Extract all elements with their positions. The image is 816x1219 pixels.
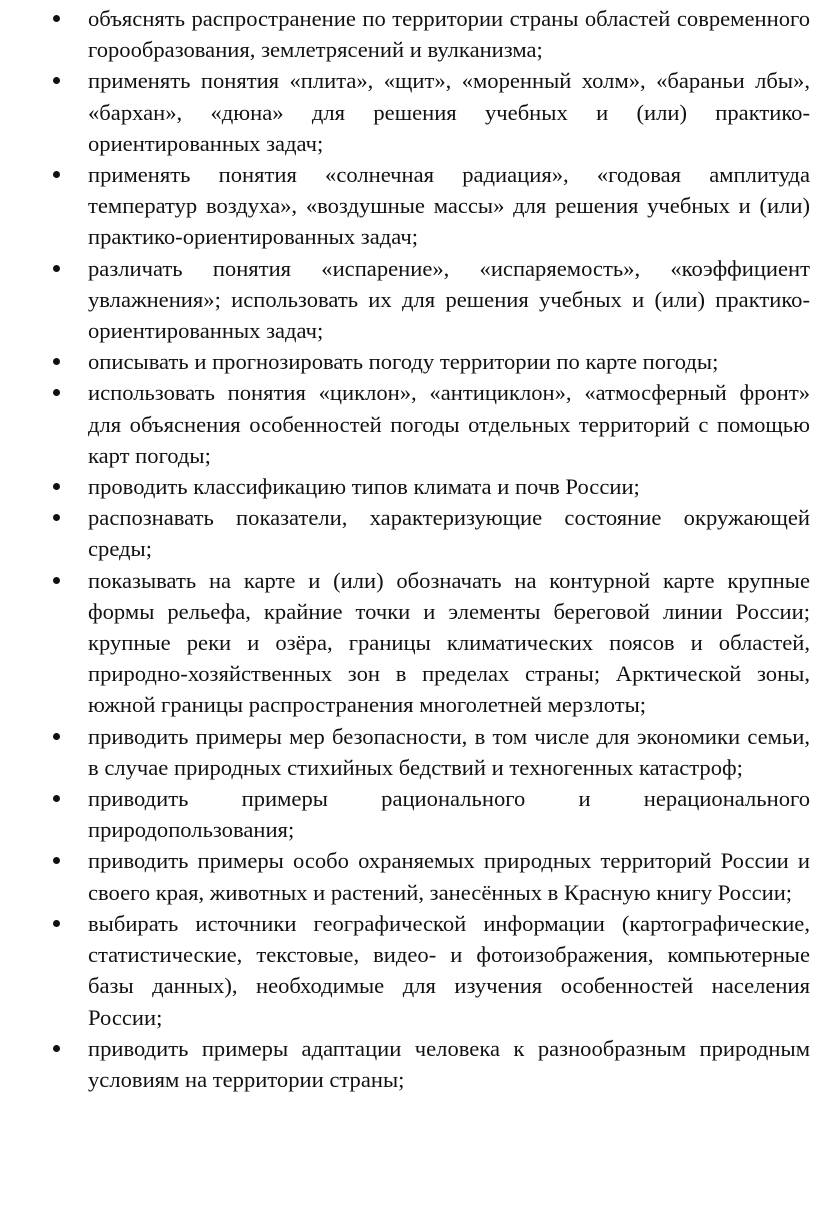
list-item-text: применять понятия «солнечная радиация», «годовая амплитуда температур воздуха», «воздушные массы» для решения учебных и (или) практико-ориентированных задач; [88, 162, 810, 250]
list-item [0, 253, 816, 347]
bullet-dot-icon [53, 389, 60, 396]
bullet-dot-icon [53, 483, 60, 490]
list-item [0, 471, 816, 502]
bullet-dot-icon [53, 358, 60, 365]
list-item [0, 908, 816, 1033]
bullet-dot-icon [53, 171, 60, 178]
list-item-text: выбирать источники географической информации (картографические, статистические, текстовые, видео- и фотоизображения, компьютерные базы данных), необходимые для изучения особенностей населения России; [88, 910, 810, 1030]
bullet-dot-icon [53, 920, 60, 927]
bullet-dot-icon [53, 514, 60, 521]
list-item [0, 377, 816, 471]
list-item-text: приводить примеры рационального и нерационального природопользования; [88, 786, 810, 843]
list-item-text: применять понятия «плита», «щит», «моренный холм», «бараньи лбы», «бархан», «дюна» для решения учебных и (или) практико-ориентированных задач; [88, 68, 810, 156]
list-item-text: приводить примеры мер безопасности, в том числе для экономики семьи, в случае природных стихийных бедствий и техногенных катастроф; [88, 723, 810, 780]
list-item-text: описывать и прогнозировать погоду территории по карте погоды; [88, 349, 719, 375]
list-item [0, 783, 816, 845]
list-item-text: приводить примеры адаптации человека к разнообразным природным условиям на территории страны; [88, 1035, 810, 1092]
list-item [0, 721, 816, 783]
list-item-text: приводить примеры особо охраняемых природных территорий России и своего края, животных и растений, занесённых в Красную книгу России; [88, 848, 810, 905]
list-item [0, 565, 816, 721]
bullet-dot-icon [53, 857, 60, 864]
list-item [0, 3, 816, 65]
list-item-text: показывать на карте и (или) обозначать на контурной карте крупные формы рельефа, крайние точки и элементы береговой линии России; крупные реки и озёра, границы климатических поясов и областей, природно-хозяйственных зон в пределах страны; Арктической зоны, южной границы распространения многолетней мерзлоты; [88, 567, 810, 718]
list-item [0, 845, 816, 907]
list-item [0, 502, 816, 564]
list-item [0, 1033, 816, 1095]
list-item-text: различать понятия «испарение», «испаряемость», «коэффициент увлажнения»; использовать их для решения учебных и (или) практико-ориентированных задач; [88, 255, 810, 344]
bullet-dot-icon [53, 1045, 60, 1052]
list-item-text: проводить классификацию типов климата и почв России; [88, 474, 640, 500]
list-item [0, 346, 816, 377]
list-item [0, 159, 816, 253]
bullet-dot-icon [53, 795, 60, 802]
bullet-dot-icon [53, 733, 60, 740]
bullet-dot-icon [53, 577, 60, 584]
bullet-list [0, 3, 816, 1095]
bullet-dot-icon [53, 77, 60, 84]
list-item-text: распознавать показатели, характеризующие состояние окружающей среды; [88, 505, 810, 562]
bullet-dot-icon [53, 15, 60, 22]
list-item-text: объяснять распространение по территории страны областей современного горообразования, землетрясений и вулканизма; [88, 6, 810, 63]
bullet-dot-icon [53, 265, 60, 272]
list-item-text: использовать понятия «циклон», «антициклон», «атмосферный фронт» для объяснения особенностей погоды отдельных территорий с помощью карт погоды; [88, 380, 810, 468]
list-item [0, 65, 816, 159]
